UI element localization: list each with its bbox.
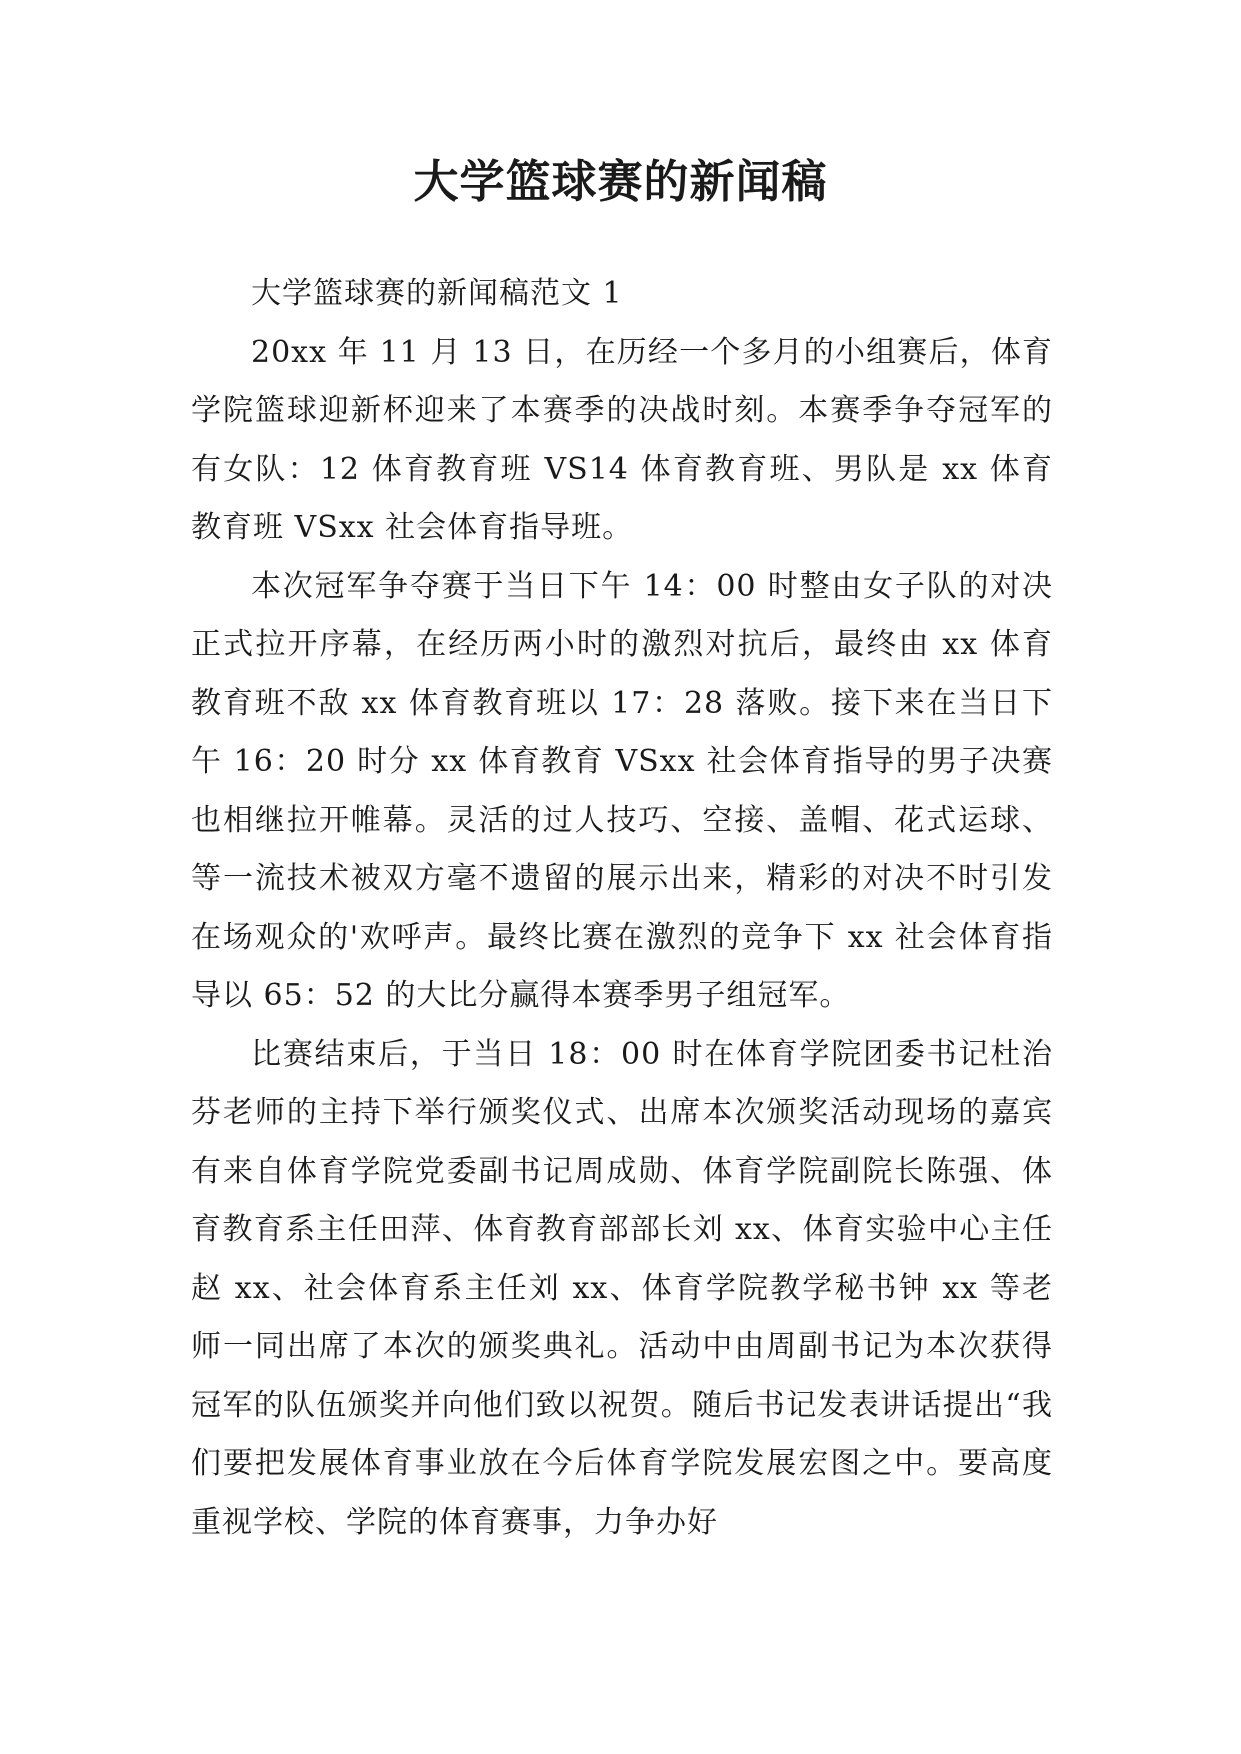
document-title: 大学篮球赛的新闻稿 <box>413 155 828 208</box>
paragraph: 20xx 年 11 月 13 日，在历经一个多月的小组赛后，体育学院篮球迎新杯迎来了本赛季的决战时刻。本赛季争夺冠军的有女队：12 体育教育班 VS14 体育教育班、男队是 xx 体育教育班 VSxx 社会体育指导班。 <box>191 334 1053 545</box>
paragraph: 本次冠军争夺赛于当日下午 14：00 时整由女子队的对决正式拉开序幕，在经历两小时的激烈对抗后，最终由 xx 体育教育班不敌 xx 体育教育班以 17：28 落败。接下来在当日下午 16：20 时分 xx 体育教育 VSxx 社会体育指导的男子决赛也相继拉开帷幕。灵活的过人技巧、空接、盖帽、花式运球、等一流技术被双方毫不遗留的展示出来，精彩的对决不时引发在场观众的'欢呼声。最终比赛在激烈的竞争下 xx 社会体育指导以 65：52 的大比分赢得本赛季男子组冠军。 <box>191 568 1053 1013</box>
paragraph-heading: 大学篮球赛的新闻稿范文 1 <box>251 276 623 311</box>
paragraph: 比赛结束后，于当日 18：00 时在体育学院团委书记杜治芬老师的主持下举行颁奖仪式、出席本次颁奖活动现场的嘉宾有来自体育学院党委副书记周成勋、体育学院副院长陈强、体育教育系主任田萍、体育教育部部长刘 xx、体育实验中心主任赵 xx、社会体育系主任刘 xx、体育学院教学秘书钟 xx 等老师一同出席了本次的颁奖典礼。活动中由周副书记为本次获得冠军的队伍颁奖并向他们致以祝贺。随后书记发表讲话提出“我们要把发展体育事业放在今后体育学院发展宏图之中。要高度重视学校、学院的体育赛事，力争办好 <box>191 1036 1053 1540</box>
document-body <box>191 265 1053 1552</box>
